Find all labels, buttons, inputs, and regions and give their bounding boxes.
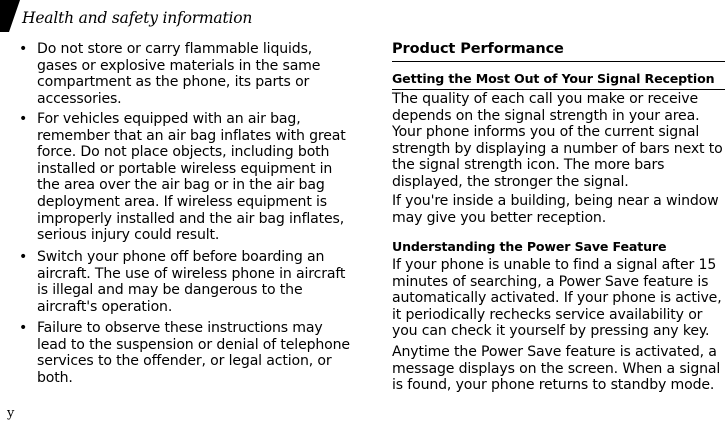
bullet-dot: • [19,41,28,57]
right-column [392,0,724,424]
subheading-rule [392,89,725,90]
bullet-item-flammable: Do not store or carry flammable liquids, gases or explosive materials in the same compartment as the phone, its parts or accessories. [37,41,321,107]
paragraph-signal-strength: The quality of each call you make or receive depends on the signal strength in your area. Your phone informs you of the current signal strength by displaying a number of bars next to the signal strength icon. The more bars displayed, the stronger the signal. [392,91,723,190]
bullet-dot: • [19,111,28,127]
paragraph-window-reception: If you're inside a building, being near a window may give you better reception. [392,193,719,226]
paragraph-power-save-activation: If your phone is unable to find a signal after 15 minutes of searching, a Power Save feature is automatically activated. If your phone is active, it periodically rechecks service availability or you can check it yourself by pressing any key. [392,257,722,340]
bullet-dot: • [19,320,28,336]
left-column [0,0,360,424]
page-number: y [7,406,15,421]
section-title: Product Performance [392,41,564,57]
bullet-item-aircraft: Switch your phone off before boarding an aircraft. The use of wireless phone in aircraft is illegal and may be dangerous to the aircraft's operation. [37,249,346,315]
section-title-rule [392,61,725,62]
bullet-dot: • [19,249,28,265]
subheading-power-save: Understanding the Power Save Feature [392,239,667,254]
bullet-item-airbag: For vehicles equipped with an air bag, remember that an air bag inflates with great force. Do not place objects, including both installed or portable wireless equipment in the area over the air bag or in the air bag deployment area. If wireless equipment is improperly installed and the air bag inflates, serious injury could result. [37,111,346,244]
page-header-title: Health and safety information [22,9,253,27]
paragraph-power-save-message: Anytime the Power Save feature is activated, a message displays on the screen. When a signal is found, your phone returns to standby mode. [392,344,721,394]
bullet-item-failure: Failure to observe these instructions may lead to the suspension or denial of telephone services to the offender, or legal action, or both. [37,320,350,386]
subheading-signal-reception: Getting the Most Out of Your Signal Reception [392,71,715,86]
